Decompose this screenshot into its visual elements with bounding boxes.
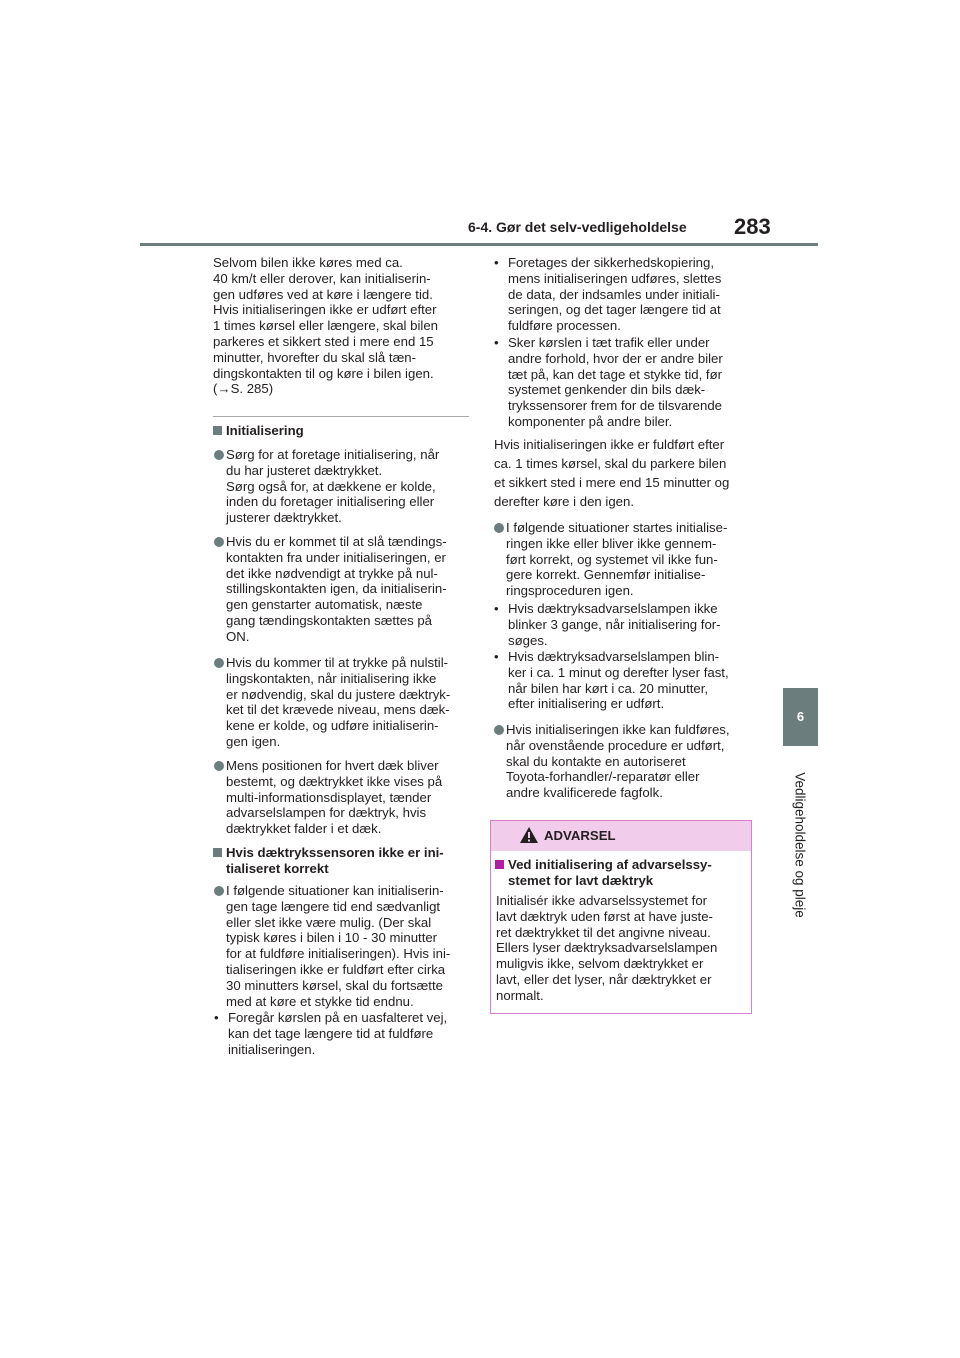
text-line: 1 times kørsel eller længere, skal bilen	[213, 318, 439, 334]
sub-bullet-item: • Sker kørslen i tæt trafik eller under andre forhold, hvor der er andre biler tæt på, kan det tage et stykke tid, før systemet genkender din bils dæk- trykssensorer frem for de tilsvarende komponenter på andre biler.	[508, 335, 753, 430]
text-line: advarselslampen for dæktryk, hvis	[226, 805, 427, 821]
text-line: gere korrekt. Gennemfør initialise-	[506, 567, 706, 583]
header-rule	[140, 243, 818, 246]
text-line: derefter køre i den igen.	[494, 494, 635, 509]
bullet-item	[226, 883, 471, 1009]
text-line: gen genstarter automatisk, næste	[226, 597, 423, 613]
text-line: et sikkert sted i mere end 15 minutter og	[494, 475, 730, 490]
text-line: Ellers lyser dæktryksadvarselslampen	[496, 940, 718, 956]
bullet-item	[506, 722, 754, 801]
text-line: Foregår kørslen på en uasfalteret vej,	[228, 1010, 448, 1025]
text-line: ON.	[226, 628, 250, 644]
text-line: de data, der indsamles under initiali-	[508, 286, 720, 302]
text-line: kontakten fra under initialiseringen, er	[226, 549, 446, 565]
sub-bullet-item: • Hvis dæktryksadvarselslampen blin- ker i ca. 1 minut og derefter lyser fast, når bilen har kørt i ca. 20 minutter, efter initialisering er udført.	[508, 649, 753, 712]
text-line: Hvis du er kommet til at slå tændings-	[226, 534, 447, 549]
section-heading-sensor: Hvis dæktrykssensoren ikke er ini- tialiseret korrekt	[213, 845, 471, 877]
text-line: tialiseringen ikke er fuldført efter cirka	[226, 961, 446, 977]
bullet-item	[506, 520, 754, 599]
circle-bullet-icon	[214, 537, 224, 547]
warning-text	[496, 893, 744, 1004]
text-line: ker i ca. 1 minut og derefter lyser fast,	[508, 664, 729, 680]
text-line: ret dæktrykket til det angivne niveau.	[496, 924, 711, 940]
text-line: Hvis du kommer til at trykke på nulstil-	[226, 655, 449, 670]
intro-paragraph	[213, 255, 469, 397]
text-line: når bilen har kørt i ca. 20 minutter,	[508, 680, 709, 696]
text-line: du har justeret dæktrykket.	[226, 462, 383, 478]
warning-triangle-icon	[519, 826, 539, 844]
square-bullet-icon	[213, 426, 222, 435]
text-line: normalt.	[496, 987, 544, 1003]
text-line: initialiseringen.	[228, 1041, 316, 1057]
circle-bullet-icon	[214, 761, 224, 771]
text-line: Mens positionen for hvert dæk bliver	[226, 758, 439, 773]
circle-bullet-icon	[214, 886, 224, 896]
text-line: andre forhold, hvor der er andre biler	[508, 350, 723, 366]
text-line: I følgende situationer startes initialise-	[506, 520, 728, 535]
text-line: når ovenstående procedure er udført,	[506, 737, 725, 753]
text-line: Foretages der sikkerhedskopiering,	[508, 255, 714, 270]
text-line: dingskontakten til og køre i bilen igen.	[213, 365, 434, 381]
text-line: inden du foretager initialisering eller	[226, 494, 435, 510]
sub-bullet-item: • Hvis dæktryksadvarselslampen ikke blinker 3 gange, når initialisering for- søges.	[508, 601, 753, 648]
divider	[213, 416, 469, 417]
text-line: typisk køres i bilen i 10 - 30 minutter	[226, 930, 438, 946]
text-line: gen tage længere tid end sædvanligt	[226, 898, 441, 914]
text-line: trykssensorer frem for de tilsvarende	[508, 398, 723, 414]
text-line: søges.	[508, 632, 548, 648]
section-heading-initialisering: Initialisering	[213, 423, 304, 439]
text-line: bestemt, og dæktrykket ikke vises på	[226, 773, 443, 789]
text-line: skal du kontakte en autoriseret	[506, 753, 686, 769]
text-line: tæt på, kan det tage et stykke tid, før	[508, 366, 723, 382]
text-line: Hvis initialiseringen ikke er udført efter	[213, 302, 437, 318]
text-line: gen igen.	[226, 733, 281, 749]
text-line: mens initialiseringen udføres, slettes	[508, 270, 722, 286]
text-line: andre kvalificerede fagfolk.	[506, 785, 663, 801]
text-line: Sørg også for, at dækkene er kolde,	[226, 478, 436, 494]
text-line: gang tændingskontakten sættes på	[226, 612, 433, 628]
text-line: Initialisér ikke advarselssystemet for	[496, 893, 708, 908]
circle-bullet-icon	[214, 658, 224, 668]
paragraph	[494, 435, 756, 511]
bullet-item	[226, 447, 471, 526]
text-line: Hvis initialiseringen ikke kan fuldføres,	[506, 722, 730, 737]
text-line: det ikke nødvendigt at trykke på nul-	[226, 565, 438, 581]
section-title: 6-4. Gør det selv-vedligeholdelse	[468, 219, 687, 235]
text-line: gen udføres ved at køre i længere tid.	[213, 286, 433, 302]
chapter-tab-label: Vedligeholdelse og pleje	[792, 772, 808, 918]
text-line: 40 km/t eller derover, kan initialiserin-	[213, 270, 431, 286]
text-line: Sørg for at foretage initialisering, når	[226, 447, 440, 462]
square-bullet-icon	[495, 860, 504, 869]
page-number: 283	[734, 214, 771, 239]
text-line: minutter, hvorefter du skal slå tæn-	[213, 349, 417, 365]
text-line: blinker 3 gange, når initialisering for-	[508, 616, 721, 632]
chapter-tab: 6	[783, 688, 818, 746]
text-line: kene er kolde, og udføre initialiserin-	[226, 718, 439, 734]
text-line: Hvis dæktryksadvarselslampen ikke	[508, 601, 718, 616]
text-line: stillingskontakten igen, da initialiserin-	[226, 581, 447, 597]
text-line: Hvis initialiseringen ikke er fuldført efter	[494, 437, 725, 452]
text-line: for at fuldføre initialiseringen). Hvis ini-	[226, 946, 451, 962]
square-bullet-icon	[213, 848, 222, 857]
text-line: ca. 1 times kørsel, skal du parkere bilen	[494, 456, 727, 471]
text-line: justerer dæktrykket.	[226, 510, 342, 526]
text-line: efter initialisering er udført.	[508, 696, 665, 712]
text-line: lingskontakten, når initialisering ikke	[226, 670, 437, 686]
text-line: Selvom bilen ikke køres med ca.	[213, 255, 403, 270]
text-line: ført korrekt, og systemet vil ikke fun-	[506, 551, 718, 567]
text-line: ket til det krævede niveau, mens dæk-	[226, 702, 450, 718]
bullet-item	[226, 758, 471, 837]
text-line: ringsproceduren igen.	[506, 583, 634, 599]
sub-bullet-item: • Foretages der sikkerhedskopiering, mens initialiseringen udføres, slettes de data, der indsamles under initiali- seringen, og det tager længere tid at fuldføre processen.	[508, 255, 753, 334]
warning-title: ADVARSEL	[544, 828, 616, 843]
text-line: Sker kørslen i tæt trafik eller under	[508, 335, 710, 350]
circle-bullet-icon	[494, 523, 504, 533]
circle-bullet-icon	[214, 450, 224, 460]
text-line: seringen, og det tager længere tid at	[508, 302, 721, 318]
text-line: Hvis dæktryksadvarselslampen blin-	[508, 649, 720, 664]
text-line: dæktrykket falder i et dæk.	[226, 821, 382, 837]
sub-bullet-item: • Foregår kørslen på en uasfalteret vej, kan det tage længere tid at fuldføre initialiseringen.	[228, 1010, 473, 1057]
text-line: parkeres et sikkert sted i mere end 15	[213, 333, 434, 349]
text-line: lavt, eller det lyser, når dæktrykket er	[496, 971, 712, 987]
text-line: er nødvendig, skal du justere dæktryk-	[226, 686, 451, 702]
text-line: I følgende situationer kan initialiserin-	[226, 883, 444, 898]
bullet-item	[226, 534, 471, 645]
warning-heading: Ved initialisering af advarselssy- stemet for lavt dæktryk	[495, 857, 745, 889]
circle-bullet-icon	[494, 725, 504, 735]
text-line: systemet genkender din bils dæk-	[508, 382, 706, 398]
text-line: Toyota-forhandler/-reparatør eller	[506, 769, 700, 785]
text-line: med at køre et stykke tid endnu.	[226, 993, 414, 1009]
text-line: lavt dæktryk uden først at have juste-	[496, 908, 713, 924]
text-line: komponenter på andre biler.	[508, 413, 673, 429]
text-line: (→S. 285)	[213, 381, 274, 397]
text-line: multi-informationsdisplayet, tænder	[226, 789, 432, 805]
text-line: 30 minutters kørsel, skal du fortsætte	[226, 977, 443, 993]
text-line: kan det tage længere tid at fuldføre	[228, 1025, 434, 1041]
bullet-item	[226, 655, 471, 750]
text-line: eller slet ikke være mulig. (Der skal	[226, 914, 432, 930]
text-line: muligvis ikke, selvom dæktrykket er	[496, 956, 704, 972]
text-line: fuldføre processen.	[508, 318, 621, 334]
text-line: ringen ikke eller bliver ikke gennem-	[506, 535, 717, 551]
